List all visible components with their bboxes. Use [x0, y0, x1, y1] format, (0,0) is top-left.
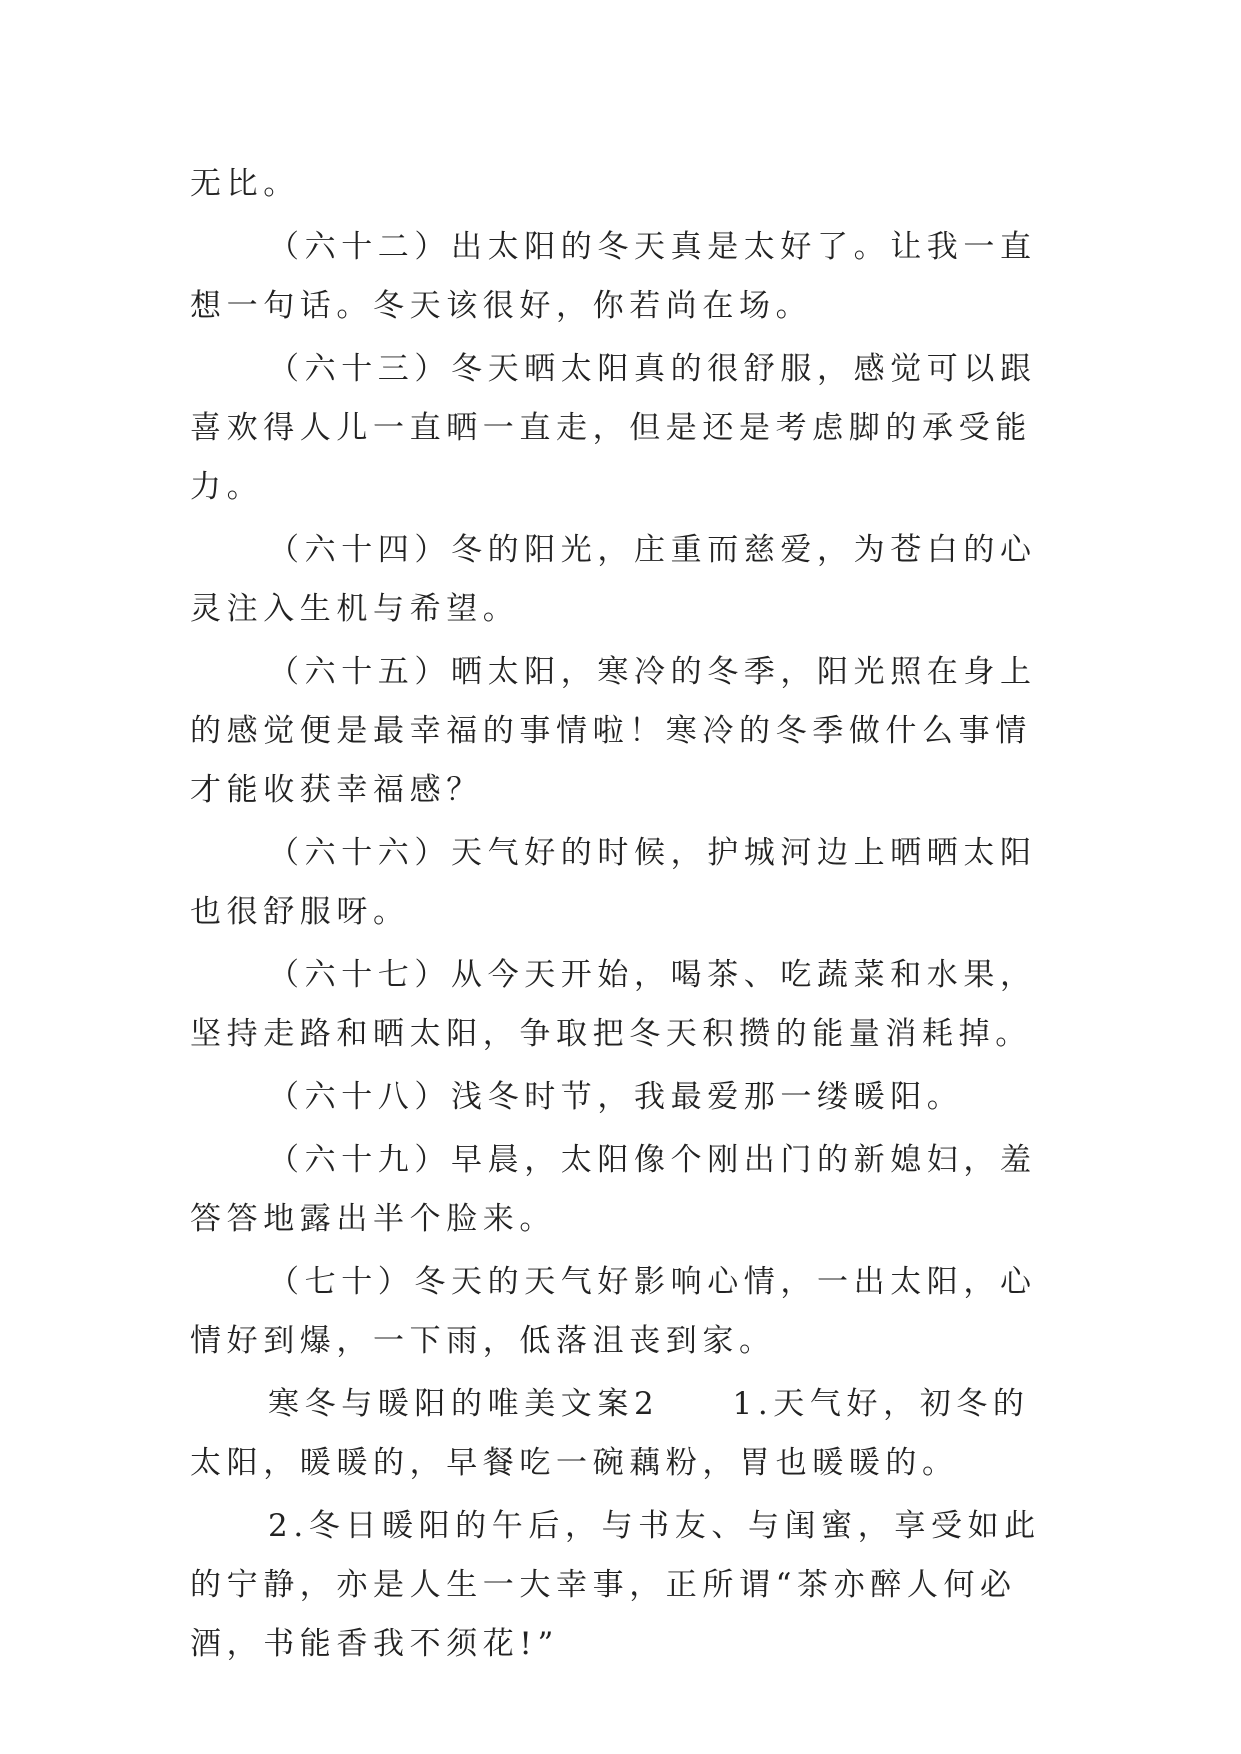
paragraph: （六十五）晒太阳，寒冷的冬季，阳光照在身上的感觉便是最幸福的事情啦！寒冷的冬季做什么事情才能收获幸福感？	[190, 654, 1037, 808]
paragraph: （六十九）早晨，太阳像个刚出门的新媳妇，羞答答地露出半个脸来。	[190, 1142, 1037, 1237]
paragraph: （六十二）出太阳的冬天真是太好了。让我一直想一句话。冬天该很好，你若尚在场。	[190, 229, 1037, 324]
document-page	[190, 155, 1050, 1678]
paragraph: （六十三）冬天晒太阳真的很舒服，感觉可以跟喜欢得人儿一直晒一直走，但是还是考虑脚的承受能力。	[190, 351, 1037, 505]
paragraph: 寒冬与暖阳的唯美文案2 1.天气好，初冬的太阳，暖暖的，早餐吃一碗藕粉，胃也暖暖的。	[190, 1386, 1030, 1481]
paragraph: （六十八）浅冬时节，我最爱那一缕暖阳。	[268, 1079, 964, 1115]
paragraph: （六十四）冬的阳光，庄重而慈爱，为苍白的心灵注入生机与希望。	[190, 532, 1037, 627]
paragraph: （七十）冬天的天气好影响心情，一出太阳，心情好到爆，一下雨，低落沮丧到家。	[190, 1264, 1037, 1359]
paragraph: 无比。	[190, 166, 300, 202]
paragraph: （六十七）从今天开始，喝茶、吃蔬菜和水果，坚持走路和晒太阳，争取把冬天积攒的能量消耗掉。	[190, 957, 1037, 1052]
paragraph: 2.冬日暖阳的午后，与书友、与闺蜜，享受如此的宁静，亦是人生一大幸事，正所谓“茶亦醉人何必酒，书能香我不须花!”	[190, 1508, 1041, 1662]
paragraph: （六十六）天气好的时候，护城河边上晒晒太阳也很舒服呀。	[190, 835, 1037, 930]
